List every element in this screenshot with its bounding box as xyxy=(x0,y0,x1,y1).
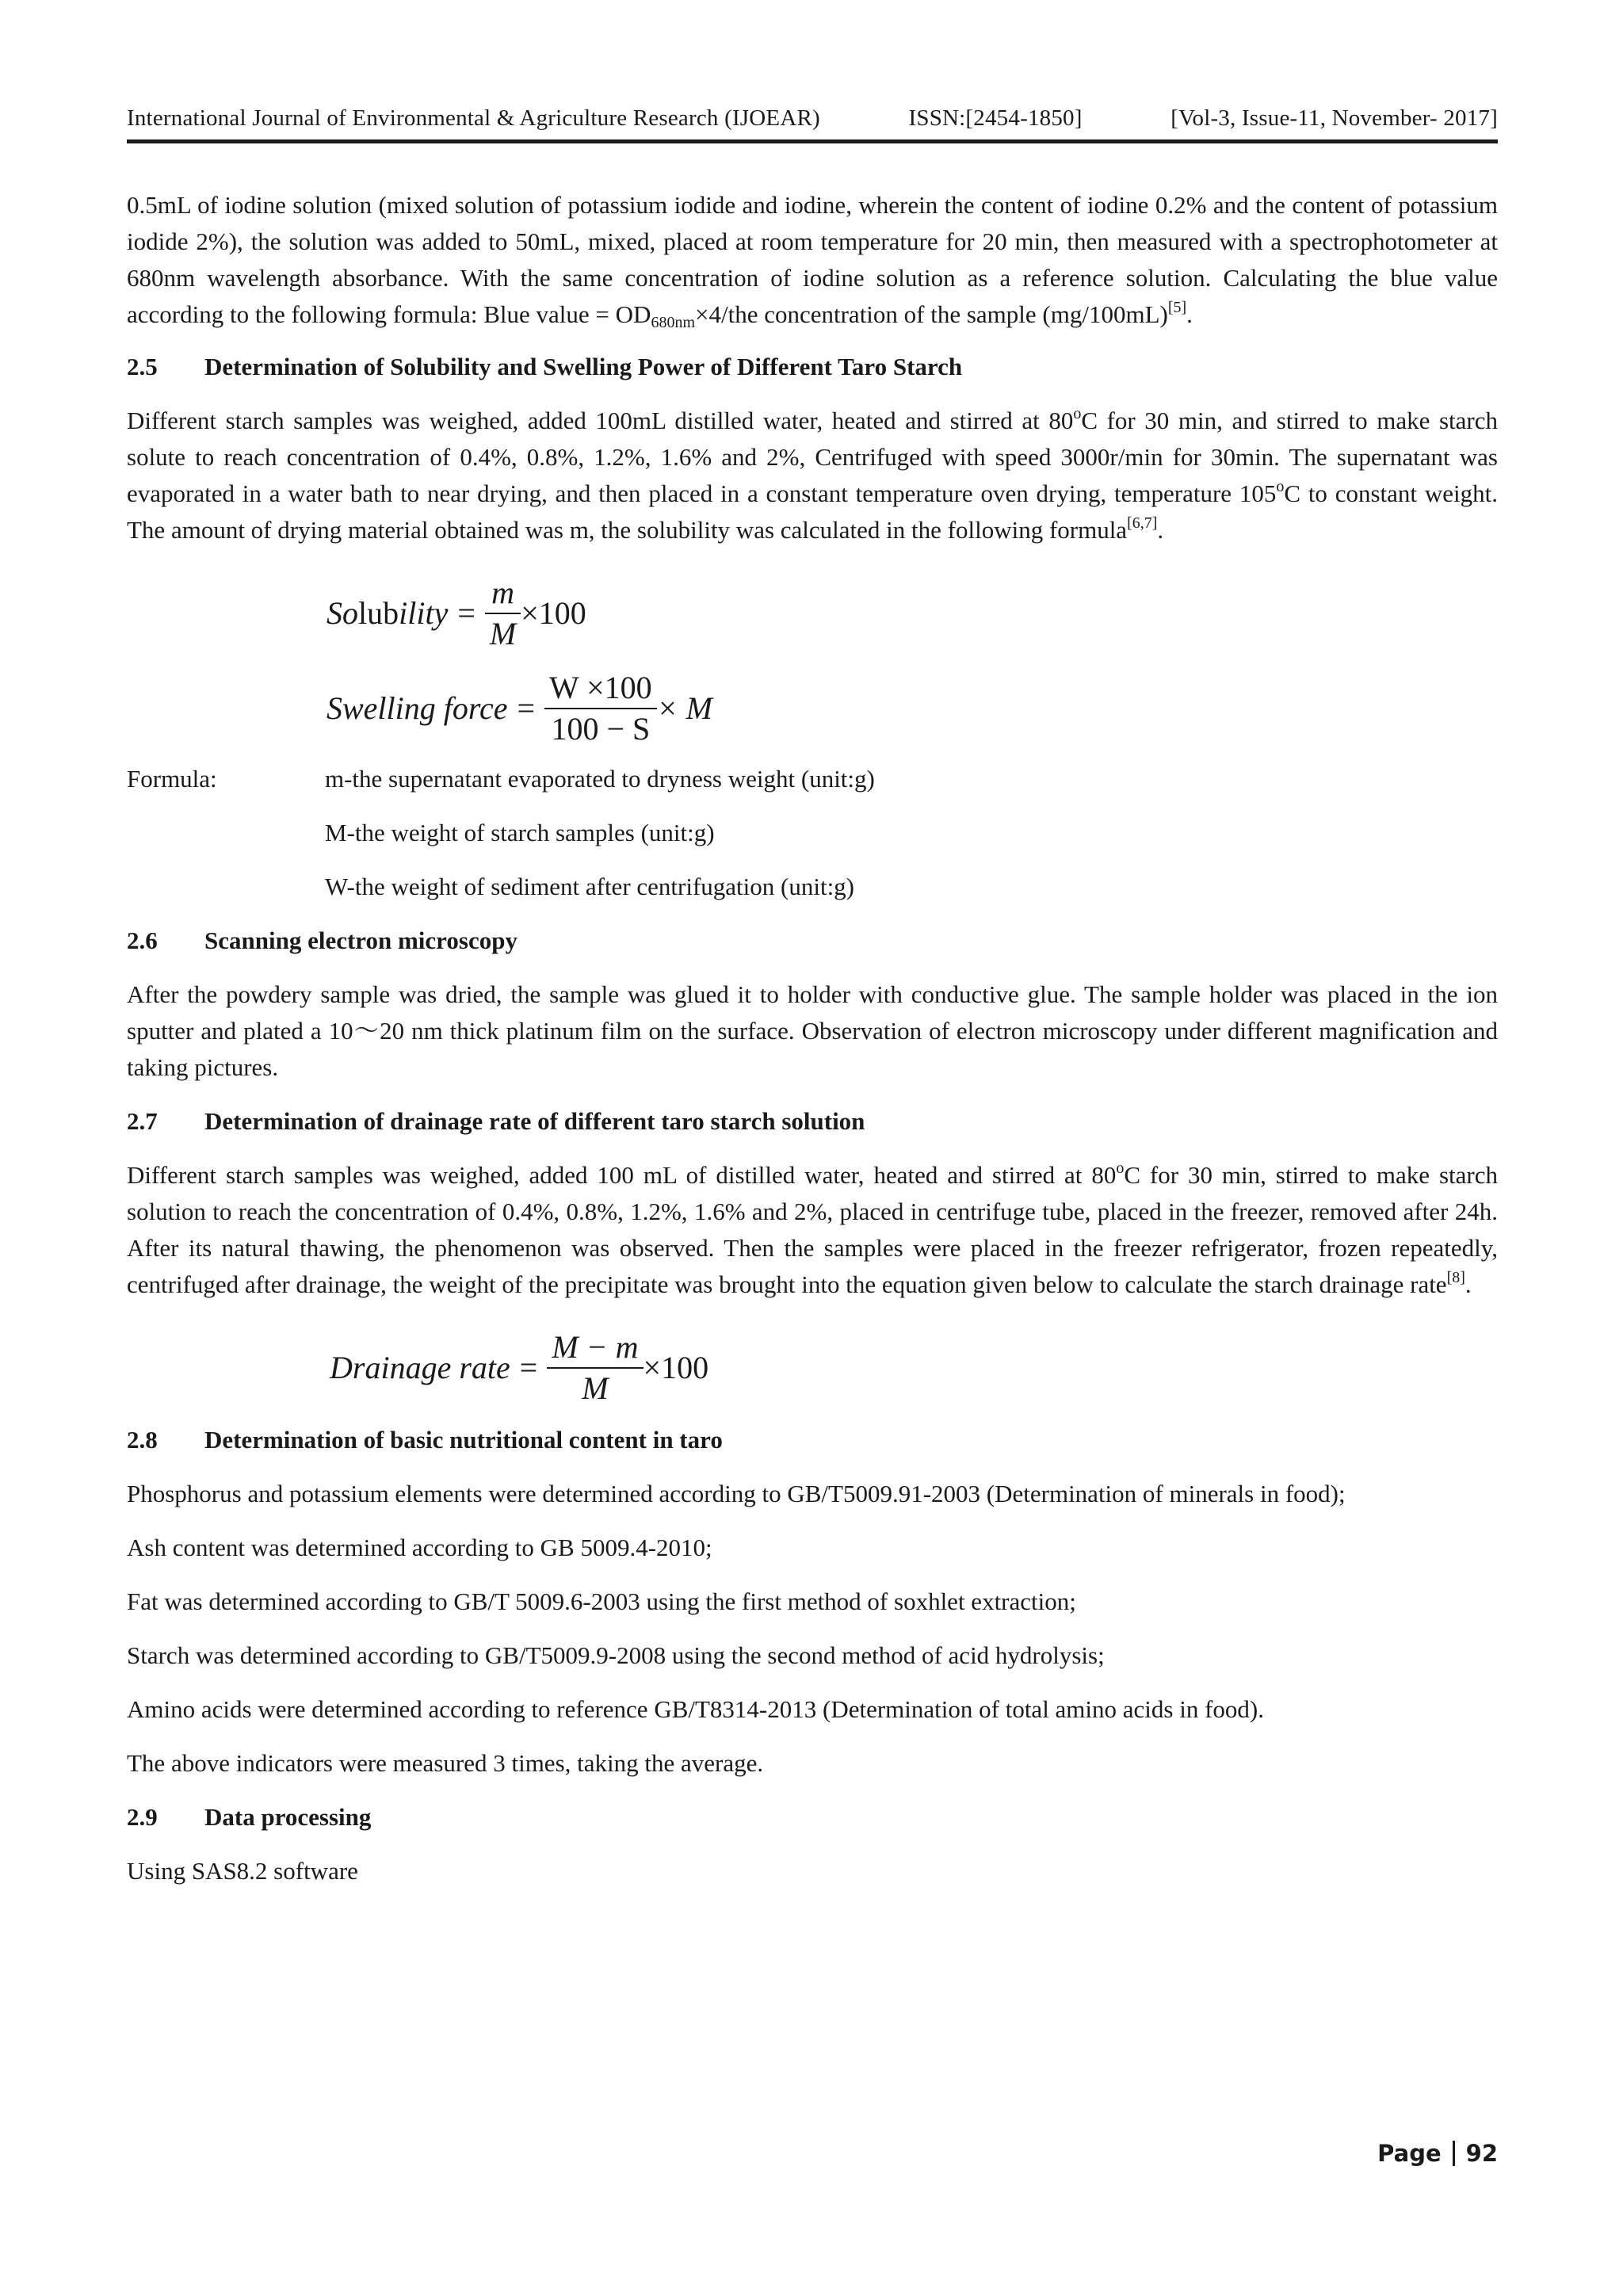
definition-item: W-the weight of sediment after centrifugation (unit:g) xyxy=(325,873,854,900)
page-number-value: 92 xyxy=(1465,2140,1498,2167)
page-separator xyxy=(1453,2141,1455,2166)
header-rule xyxy=(127,139,1498,143)
list-item: Starch was determined according to GB/T5009.9-2008 using the second method of acid hydrolysis; xyxy=(127,1641,1105,1669)
section-heading-2-5: 2.5 Determination of Solubility and Swelling Power of Different Taro Starch xyxy=(127,353,963,380)
journal-name: International Journal of Environmental & Agriculture Research (IJOEAR) xyxy=(127,105,820,131)
definition-item: m-the supernatant evaporated to dryness weight (unit:g) xyxy=(325,765,875,793)
list-item: Fat was determined according to GB/T 5009.6-2003 using the first method of soxhlet extraction; xyxy=(127,1587,1076,1615)
list-item: The above indicators were measured 3 times, taking the average. xyxy=(127,1749,764,1777)
solubility-equations xyxy=(127,566,1498,756)
solubility-equation: Solubility = $\frac{m}{M}$ ×100 xyxy=(327,575,586,651)
drainage-equations xyxy=(127,1320,1498,1415)
nutrition-methods-list xyxy=(127,1476,1498,1782)
formula-definitions xyxy=(127,761,1498,905)
swelling-equation: Swelling force = $\frac{W \times 100}{100 - S}$ × M xyxy=(327,670,712,747)
section-heading-2-8: 2.8 Determination of basic nutritional content in taro xyxy=(127,1426,723,1454)
solubility-paragraph: Different starch samples was weighed, added 100mL distilled water, heated and stirred at 80$^o$C for 30 min, and stirred to make starch solute to reach concentration of 0.4%, 0.8%, 1.2%, 1.6% and 2%, Centrifuged with speed 3000r/min for 30min. The supernatant was evaporated in a water bath to near drying, and then placed in a constant temperature oven drying, temperature 105$^o$C to constant weight. The amount of drying material obtained was m, the solubility was calculated in the following formula[6,7]. xyxy=(127,405,1498,544)
definition-item: M-the weight of starch samples (unit:g) xyxy=(325,819,715,846)
section-heading-2-7: 2.7 Determination of drainage rate of different taro starch solution xyxy=(127,1107,865,1135)
drainage-paragraph: Different starch samples was weighed, added 100 mL of distilled water, heated and stirred at 80$^o$C for 30 min, stirred to make starch solution to reach the concentration of 0.4%, 0.8%, 1.2%, 1.6% and 2%, placed in centrifuge tube, placed in the freezer, removed after 24h. After its natural thawing, the phenomenon was observed. Then the samples were placed in the freezer refrigerator, frozen repeatedly, centrifuged after drainage, the weight of the precipitate was brought into the equation given below to calculate the starch drainage rate[8]. xyxy=(127,1159,1498,1298)
section-heading-2-9: 2.9 Data processing xyxy=(127,1803,372,1831)
running-header xyxy=(127,98,1498,138)
section-heading-2-6: 2.6 Scanning electron microscopy xyxy=(127,926,517,954)
issn: ISSN:[2454-1850] xyxy=(908,105,1083,131)
list-item: Amino acids were determined according to reference GB/T8314-2013 (Determination of total amino acids in food). xyxy=(127,1695,1264,1723)
drainage-equation: Drainage rate = $\frac{M - m}{M}$ ×100 xyxy=(330,1329,709,1406)
page-label: Page xyxy=(1377,2140,1442,2167)
data-processing-paragraph: Using SAS8.2 software xyxy=(127,1857,358,1885)
volume-info: [Vol-3, Issue-11, November- 2017] xyxy=(1170,105,1498,131)
page-number xyxy=(1377,2140,1498,2167)
formula-label: Formula: xyxy=(127,765,217,793)
list-item: Ash content was determined according to GB 5009.4-2010; xyxy=(127,1534,712,1561)
main-content xyxy=(127,187,1498,1907)
list-item: Phosphorus and potassium elements were determined according to GB/T5009.91-2003 (Determination of minerals in food); xyxy=(127,1480,1346,1507)
intro-paragraph: 0.5mL of iodine solution (mixed solution of potassium iodide and iodine, wherein the content of iodine 0.2% and the content of potassium iodide 2%), the solution was added to 50mL, mixed, placed at room temperature for 20 min, then measured with a spectrophotometer at 680nm wavelength absorbance. With the same concentration of iodine solution as a reference solution. Calculating the blue value according to the following formula: Blue value = $OD_{680nm}\times 4$/the concentration of the sample (mg/100mL)[5]. xyxy=(127,191,1498,331)
sem-paragraph: After the powdery sample was dried, the sample was glued it to holder with conductive glue. The sample holder was placed in the ion sputter and plated a 10～20 nm thick platinum film on the surface. Observation of electron microscopy under different magnification and taking pictures. xyxy=(127,980,1498,1081)
